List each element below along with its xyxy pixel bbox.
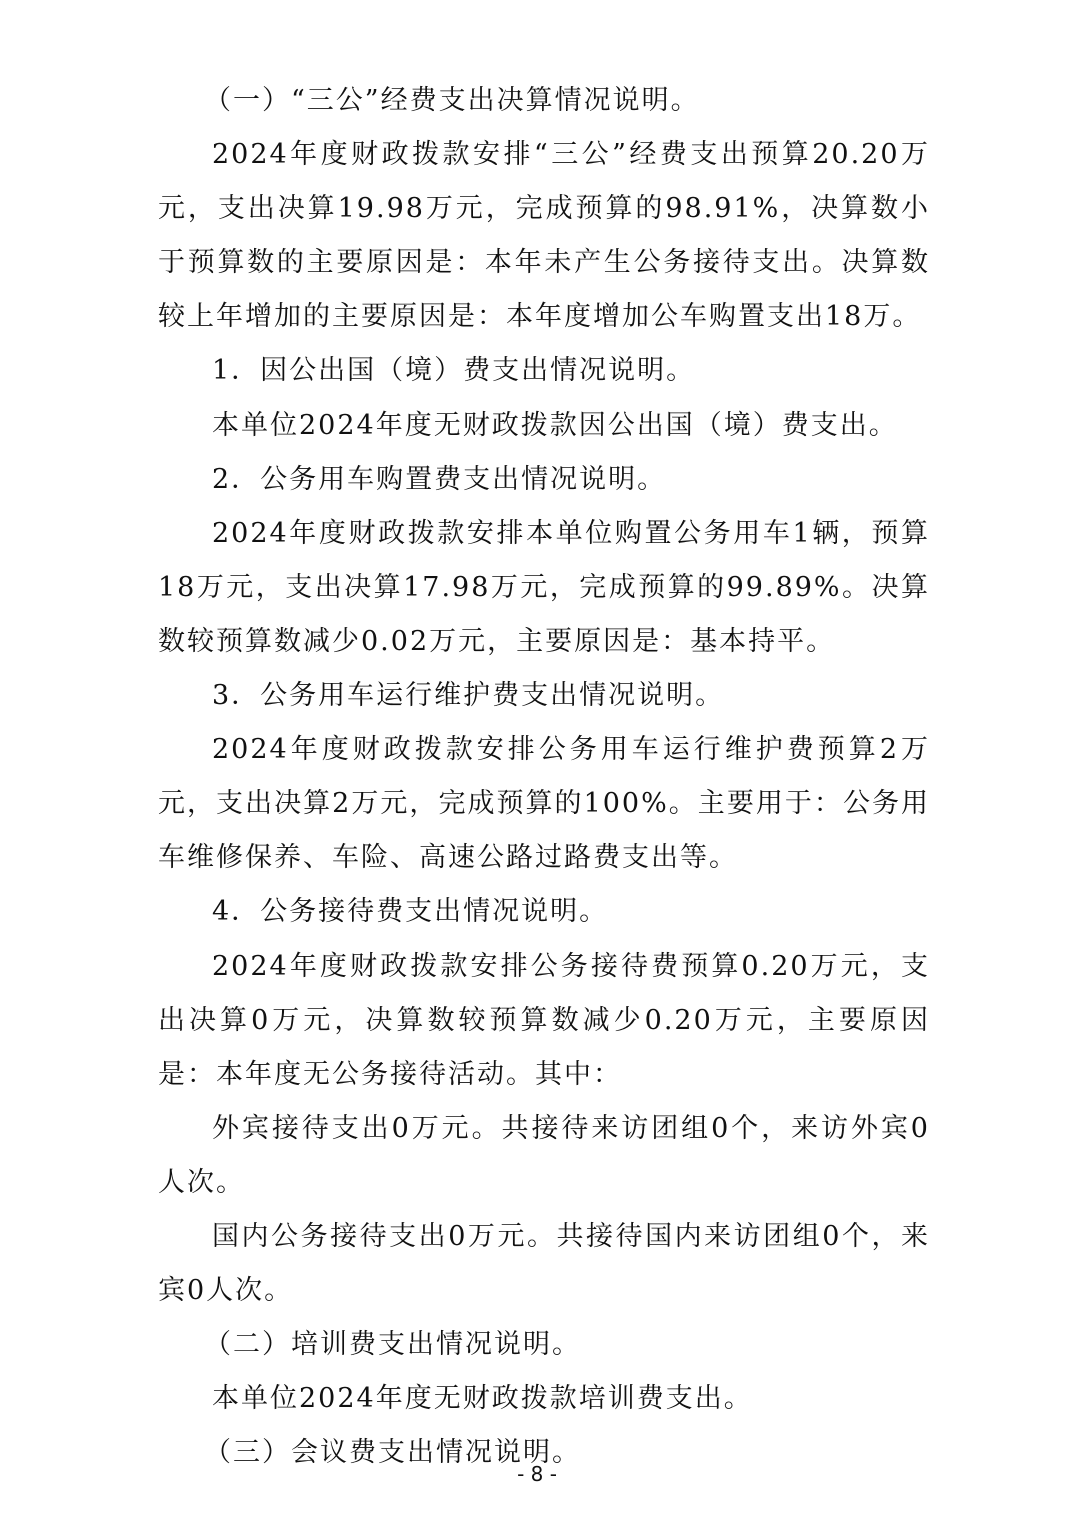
document-body <box>158 74 930 1480</box>
paragraph-vehicle-purchase: 2024年度财政拨款安排本单位购置公务用车1辆，预算18万元，支出决算17.98万元，完成预算的99.89%。决算数较预算数减少0.02万元，主要原因是：基本持平。 <box>158 517 930 657</box>
subheading-vehicle-purchase: 2．公务用车购置费支出情况说明。 <box>212 463 667 495</box>
paragraph-foreign-guest-reception: 外宾接待支出0万元。共接待来访团组0个，来访外宾0人次。 <box>158 1112 930 1198</box>
paragraph-vehicle-maintenance: 2024年度财政拨款安排公务用车运行维护费预算2万元，支出决算2万元，完成预算的100%。主要用于：公务用车维修保养、车险、高速公路过路费支出等。 <box>158 734 930 874</box>
section-heading-three-public-expenses: （一）“三公”经费支出决算情况说明。 <box>204 85 700 116</box>
paragraph-three-public-summary: 2024年度财政拨款安排“三公”经费支出预算20.20万元，支出决算19.98万元，完成预算的98.91%，决算数小于预算数的主要原因是：本年未产生公务接待支出。决算数较上年增加的主要原因是：本年度增加公车购置支出18万。 <box>158 139 930 333</box>
paragraph-domestic-reception: 国内公务接待支出0万元。共接待国内来访团组0个，来宾0人次。 <box>158 1220 930 1307</box>
subheading-overseas-travel: 1．因公出国（境）费支出情况说明。 <box>212 355 696 387</box>
section-heading-meetings: （三）会议费支出情况说明。 <box>204 1437 581 1469</box>
section-heading-training: （二）培训费支出情况说明。 <box>204 1329 581 1361</box>
subheading-official-reception: 4．公务接待费支出情况说明。 <box>212 896 609 928</box>
subheading-vehicle-maintenance: 3．公务用车运行维护费支出情况说明。 <box>212 680 725 712</box>
page-number: - 8 - <box>517 1462 557 1486</box>
paragraph-official-reception: 2024年度财政拨款安排公务接待费预算0.20万元，支出决算0万元，决算数较预算数减少0.20万元，主要原因是：本年度无公务接待活动。其中： <box>158 950 930 1090</box>
paragraph-overseas-travel: 本单位2024年度无财政拨款因公出国（境）费支出。 <box>212 409 898 441</box>
paragraph-training: 本单位2024年度无财政拨款培训费支出。 <box>212 1383 753 1415</box>
